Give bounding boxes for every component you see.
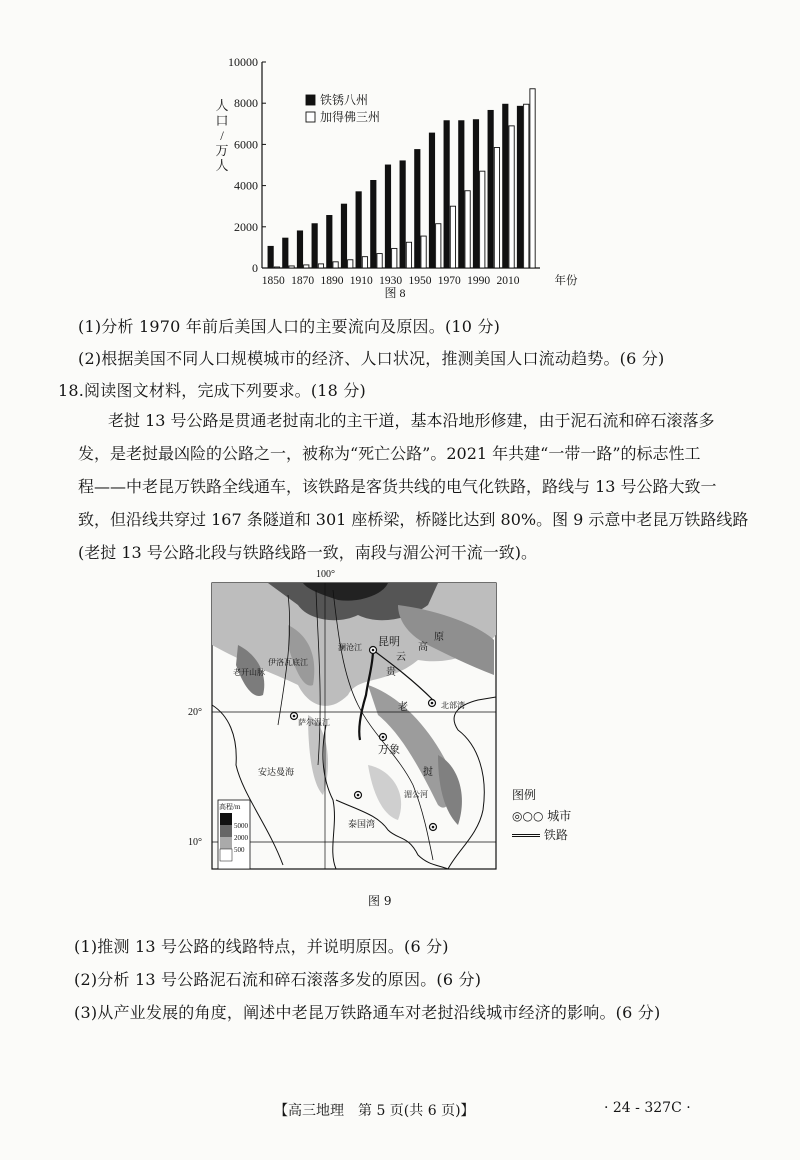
y-axis-label-char: 人	[215, 98, 229, 113]
taiguowan-label: 泰国湾	[348, 819, 376, 829]
city-legend-icon: ◎○○	[512, 809, 544, 823]
elev-title: 高程/m	[219, 803, 241, 811]
laowo-left-label: 老开山脉	[233, 668, 265, 677]
bar-rust-belt	[283, 238, 288, 268]
bar-rust-belt	[356, 192, 361, 268]
material-line: 致，但沿线共穿过 167 条隧道和 301 座桥梁，桥隧比达到 80%。图 9 示意中老昆万铁路线路	[78, 510, 749, 529]
question-18-material	[78, 404, 749, 569]
y-axis-label-char: /	[220, 128, 224, 143]
y-tick-label: 6000	[234, 137, 258, 152]
bar-rust-belt	[341, 204, 346, 268]
gui-label: 贵	[386, 667, 396, 678]
x-tick-label: 1890	[320, 275, 344, 287]
bar-rust-belt	[400, 161, 405, 268]
bar-rust-belt	[297, 231, 302, 268]
legend-rail: 铁路	[543, 828, 568, 842]
legend-label: 加得佛三州	[320, 110, 381, 124]
material-line: (老挝 13 号公路北段与铁路线路一致，南段与湄公河干流一致)。	[78, 543, 538, 562]
bar-sun-belt	[406, 242, 411, 268]
lancang-label: 澜沧江	[338, 643, 362, 652]
y-axis-label-char: 口	[215, 113, 229, 128]
bar-rust-belt	[473, 120, 478, 268]
laos-railway-map	[188, 565, 500, 884]
lat20-label: 20°	[188, 707, 202, 718]
bar-sun-belt	[392, 248, 397, 268]
mekong-label: 湄公河	[404, 790, 428, 799]
footer-code: · 24 - 327C ·	[604, 1100, 691, 1116]
bar-sun-belt	[450, 206, 455, 268]
bar-rust-belt	[517, 106, 522, 268]
x-tick-label: 1970	[437, 275, 461, 287]
bar-rust-belt	[268, 246, 273, 268]
lat10-label: 10°	[188, 837, 202, 848]
material-line: 发，是老挝最凶险的公路之一，被称为“死亡公路”。2021 年共建“一带一路”的标志性工	[78, 444, 701, 463]
bar-sun-belt	[509, 126, 514, 268]
bar-sun-belt	[436, 224, 441, 268]
question-17-2: (2)根据美国不同人口规模城市的经济、人口状况，推测美国人口流动趋势。(6 分)	[78, 349, 665, 368]
x-tick-label: 1990	[467, 275, 491, 287]
question-17-1: (1)分析 1970 年前后美国人口的主要流向及原因。(10 分)	[78, 317, 501, 336]
x-tick-label: 2010	[496, 275, 520, 287]
y-axis-label-char: 人	[215, 158, 229, 173]
salween-label: 萨尔温江	[298, 718, 330, 727]
question-18-3: (3)从产业发展的角度，阐述中老昆万铁路通车对老挝沿线城市经济的影响。(6 分)	[74, 1003, 661, 1022]
beibuwan-label: 北部湾	[441, 701, 465, 710]
bar-sun-belt	[289, 266, 294, 268]
material-line: 老挝 13 号公路是贯通老挝南北的主干道，基本沿地形修建，由于泥石流和碎石滚落多	[108, 411, 715, 430]
footer-page: 【高三地理 第 5 页(共 6 页)】	[274, 1103, 475, 1119]
lao-label: 老	[398, 702, 408, 713]
x-tick-label: 1950	[408, 275, 432, 287]
yuan-label: 原	[434, 632, 444, 643]
bar-sun-belt	[348, 260, 353, 268]
bar-rust-belt	[385, 165, 390, 268]
legend-label: 铁锈八州	[320, 93, 369, 107]
bar-rust-belt	[488, 110, 493, 268]
bar-rust-belt	[415, 150, 420, 268]
population-bar-chart	[210, 50, 590, 300]
bar-sun-belt	[494, 147, 499, 268]
bar-sun-belt	[362, 257, 367, 268]
bar-sun-belt	[421, 236, 426, 268]
elev-500: 500	[234, 846, 245, 854]
x-tick-label: 1850	[261, 275, 285, 287]
map-legend	[512, 786, 571, 843]
kunming-label: 昆明	[378, 636, 400, 648]
elev-5000: 5000	[234, 822, 248, 830]
yun-label: 云	[396, 652, 406, 663]
bar-sun-belt	[333, 262, 338, 268]
bar-sun-belt	[465, 191, 470, 268]
bar-rust-belt	[312, 224, 317, 268]
y-tick-label: 4000	[234, 178, 258, 193]
yiluo-label: 伊洛瓦底江	[268, 658, 308, 667]
question-18-header: 18.阅读图文材料，完成下列要求。(18 分)	[58, 381, 366, 400]
gao-label: 高	[418, 642, 428, 653]
elev-2000: 2000	[234, 834, 248, 842]
x-tick-label: 1870	[291, 275, 315, 287]
lon-label: 100°	[316, 569, 335, 580]
andaman-label: 安达曼海	[258, 767, 295, 777]
rail-legend-icon	[512, 834, 540, 837]
y-tick-label: 0	[252, 261, 258, 275]
bar-sun-belt	[524, 104, 529, 268]
bar-rust-belt	[503, 104, 508, 268]
chart-svg	[210, 50, 590, 300]
y-tick-label: 8000	[234, 96, 258, 111]
wo-label: 挝	[423, 767, 433, 778]
legend-title: 图例	[512, 788, 537, 802]
bar-sun-belt	[318, 264, 323, 268]
x-tick-label: 1910	[349, 275, 373, 287]
elevation-legend	[218, 800, 250, 869]
legend-swatch	[306, 95, 315, 105]
y-tick-label: 10000	[228, 55, 258, 69]
wanxiang-label: 万象	[378, 744, 400, 756]
figure-9-caption: 图 9	[368, 894, 392, 908]
question-18-2: (2)分析 13 号公路泥石流和碎石滚落多发的原因。(6 分)	[74, 970, 482, 989]
figure-8-caption: 图 8	[384, 286, 406, 300]
bar-rust-belt	[444, 121, 449, 268]
bar-rust-belt	[327, 215, 332, 268]
bar-extra	[530, 89, 535, 268]
bar-rust-belt	[371, 180, 376, 268]
x-axis-label: 年份	[554, 275, 578, 287]
bar-sun-belt	[274, 267, 279, 268]
y-tick-label: 2000	[234, 219, 258, 234]
bar-rust-belt	[429, 133, 434, 268]
bar-rust-belt	[459, 121, 464, 268]
legend-swatch	[306, 112, 315, 122]
x-tick-label: 1930	[379, 275, 403, 287]
question-18-1: (1)推测 13 号公路的线路特点，并说明原因。(6 分)	[74, 937, 449, 956]
y-axis-label-char: 万	[215, 143, 229, 158]
map-svg	[188, 565, 500, 880]
bar-sun-belt	[480, 171, 485, 268]
material-line: 程——中老昆万铁路全线通车，该铁路是客货共线的电气化铁路，路线与 13 号公路大致一	[78, 477, 717, 496]
bar-sun-belt	[304, 265, 309, 268]
bar-sun-belt	[377, 254, 382, 268]
legend-city: 城市	[547, 809, 572, 823]
